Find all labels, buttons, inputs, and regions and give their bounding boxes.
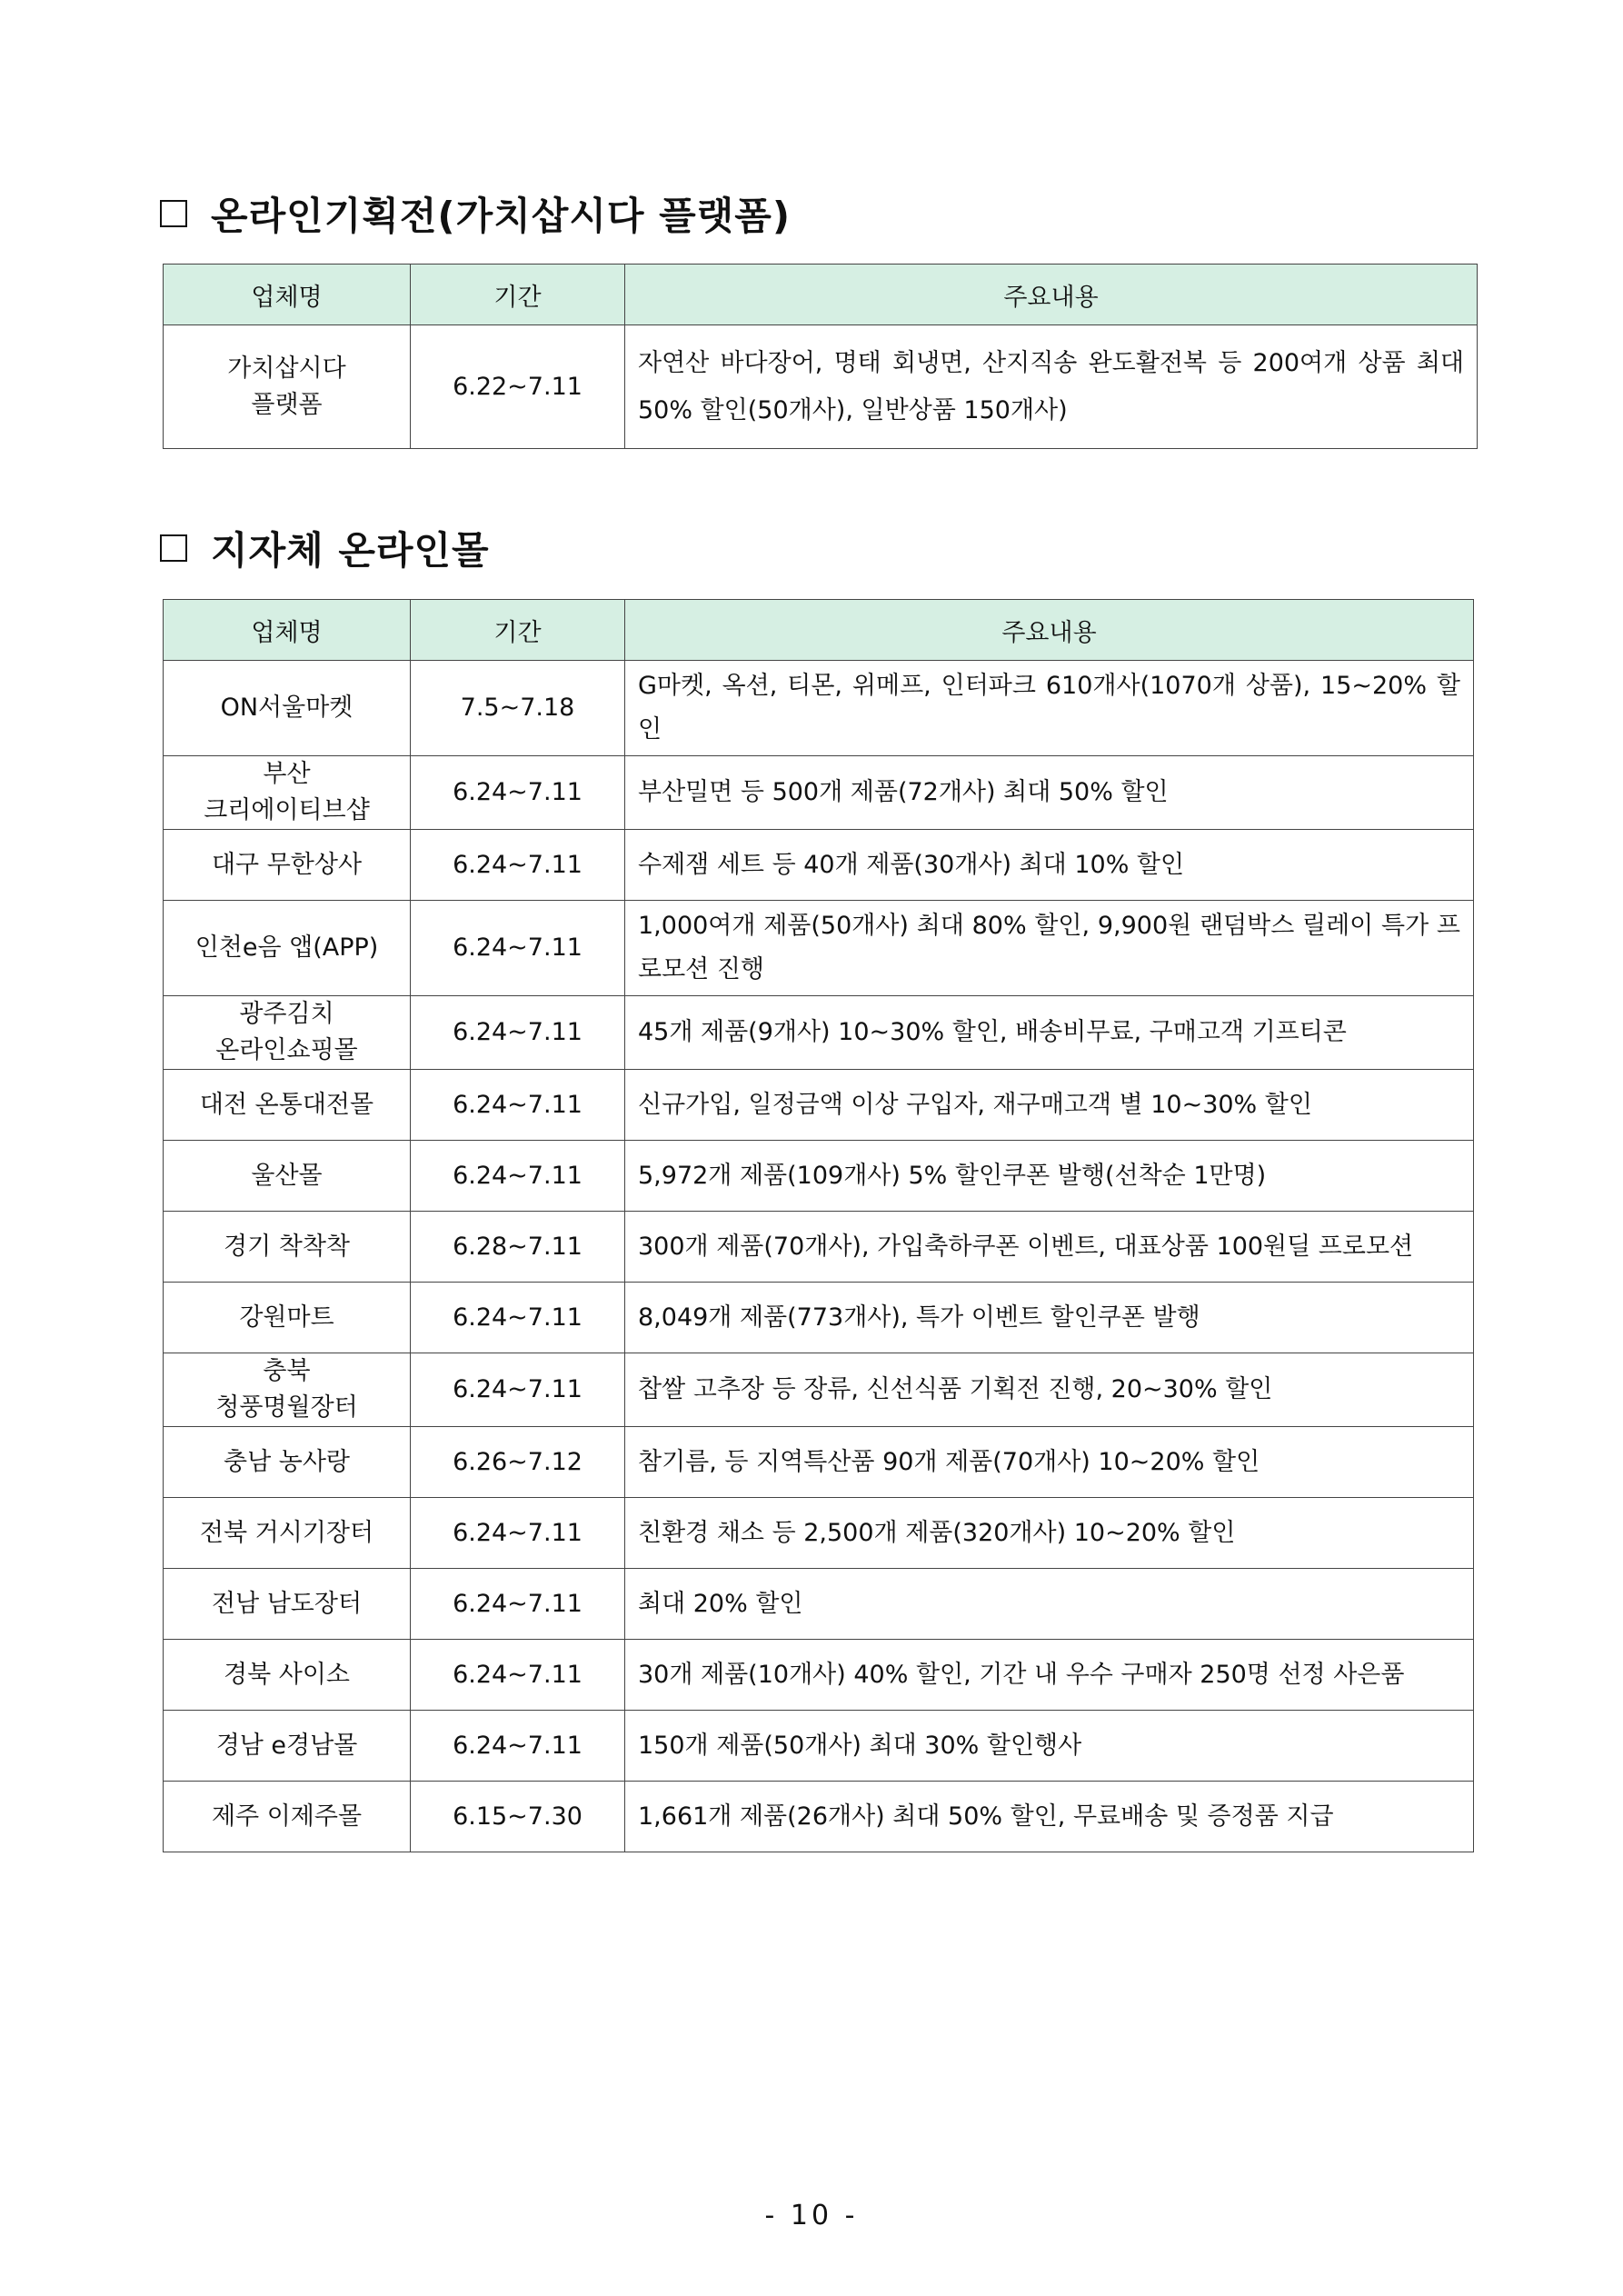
cell-period: 6.22~7.11 [411,325,625,449]
cell-company [164,1212,411,1283]
cell-content: 45개 제품(9개사) 10~30% 할인, 배송비무료, 구매고객 기프티콘 [625,996,1474,1070]
cell-content: 1,000여개 제품(50개사) 최대 80% 할인, 9,900원 랜덤박스 릴레이 특가 프로모션 진행 [625,901,1474,996]
cell-company [164,1498,411,1569]
table-row [164,1498,1474,1569]
page-number: - 10 - [764,2200,859,2231]
cell-period: 6.26~7.12 [411,1427,625,1498]
cell-content: 30개 제품(10개사) 40% 할인, 기간 내 우수 구매자 250명 선정 사은품 [625,1640,1474,1711]
cell-company [164,1070,411,1141]
cell-company [164,1711,411,1782]
company-name-line: 온라인쇼핑몰 [215,1036,358,1064]
table-row [164,996,1474,1070]
cell-content: 신규가입, 일정금액 이상 구입자, 재구매고객 별 10~30% 할인 [625,1070,1474,1141]
column-header-period: 기간 [411,600,625,661]
cell-content: 부산밀면 등 500개 제품(72개사) 최대 50% 할인 [625,756,1474,830]
table-row [164,1283,1474,1353]
cell-company [164,1640,411,1711]
cell-period: 6.24~7.11 [411,756,625,830]
company-name-line: 인천e음 앱(APP) [194,933,379,962]
cell-period: 6.24~7.11 [411,1498,625,1569]
local-gov-mall-table [163,599,1474,1852]
table-row [164,1640,1474,1711]
cell-period: 6.24~7.11 [411,1711,625,1782]
cell-content: 수제잼 세트 등 40개 제품(30개사) 최대 10% 할인 [625,830,1474,901]
cell-period: 6.24~7.11 [411,1640,625,1711]
cell-period: 7.5~7.18 [411,661,625,756]
company-name-line: 대구 무한상사 [211,850,363,879]
table-row [164,901,1474,996]
cell-company [164,1141,411,1212]
column-header-content: 주요내용 [625,600,1474,661]
cell-content: 친환경 채소 등 2,500개 제품(320개사) 10~20% 할인 [625,1498,1474,1569]
column-header-company: 업체명 [164,265,411,325]
company-name-line: ON서울마켓 [220,694,353,722]
table-row [164,1141,1474,1212]
cell-company [164,756,411,830]
checkbox-square-icon [160,200,187,227]
section-title: 온라인기획전(가치삽시다 플랫폼) [211,194,792,238]
cell-company [164,1353,411,1427]
section-title: 지자체 온라인몰 [211,528,490,573]
cell-period: 6.15~7.30 [411,1782,625,1852]
cell-content: 찹쌀 고추장 등 장류, 신선식품 기획전 진행, 20~30% 할인 [625,1353,1474,1427]
cell-period: 6.24~7.11 [411,1141,625,1212]
table-row [164,1353,1474,1427]
cell-content: 5,972개 제품(109개사) 5% 할인쿠폰 발행(선착순 1만명) [625,1141,1474,1212]
company-name-line: 경기 착착착 [224,1232,350,1261]
cell-company [164,830,411,901]
table-row [164,1782,1474,1852]
company-name-line: 전북 거시기장터 [199,1518,374,1547]
table-row [164,325,1478,449]
company-name-line: 부산 [263,760,311,788]
section-heading-online-exhibition [160,186,791,241]
cell-company [164,1782,411,1852]
cell-period: 6.24~7.11 [411,1070,625,1141]
company-name-line: 전남 남도장터 [211,1589,363,1618]
section-heading-local-gov-mall [160,521,490,575]
company-name-line: 경북 사이소 [224,1660,350,1689]
cell-content: 1,661개 제품(26개사) 최대 50% 할인, 무료배송 및 증정품 지급 [625,1782,1474,1852]
cell-company [164,1427,411,1498]
table-row [164,1427,1474,1498]
column-header-period: 기간 [411,265,625,325]
table-header-row [164,600,1474,661]
cell-period: 6.24~7.11 [411,901,625,996]
table-row [164,1569,1474,1640]
cell-content: 최대 20% 할인 [625,1569,1474,1640]
company-name-line: 플랫폼 [251,390,323,419]
cell-company [164,661,411,756]
cell-period: 6.24~7.11 [411,1353,625,1427]
company-name-line: 광주김치 [239,1000,334,1028]
cell-content: 자연산 바다장어, 명태 회냉면, 산지직송 완도활전복 등 200여개 상품 최대 50% 할인(50개사), 일반상품 150개사) [625,325,1478,449]
cell-period: 6.24~7.11 [411,1283,625,1353]
cell-company [164,901,411,996]
cell-content: 8,049개 제품(773개사), 특가 이벤트 할인쿠폰 발행 [625,1283,1474,1353]
cell-content: 150개 제품(50개사) 최대 30% 할인행사 [625,1711,1474,1782]
table-row [164,1070,1474,1141]
table-row [164,756,1474,830]
table-row [164,1711,1474,1782]
company-name-line: 강원마트 [239,1303,334,1332]
column-header-content: 주요내용 [625,265,1478,325]
online-exhibition-table [163,264,1478,449]
table-row [164,1212,1474,1283]
table-row [164,661,1474,756]
table-row [164,830,1474,901]
cell-content: G마켓, 옥션, 티몬, 위메프, 인터파크 610개사(1070개 상품), 15~20% 할인 [625,661,1474,756]
company-name-line: 크리에이티브샵 [204,796,370,824]
company-name-line: 충남 농사랑 [224,1447,350,1476]
company-name-line: 대전 온통대전몰 [199,1090,374,1119]
checkbox-square-icon [160,534,187,562]
cell-company [164,325,411,449]
cell-company [164,996,411,1070]
company-name-line: 가치삽시다 [227,354,346,383]
column-header-company: 업체명 [164,600,411,661]
company-name-line: 경남 e경남몰 [215,1731,358,1760]
cell-content: 300개 제품(70개사), 가입축하쿠폰 이벤트, 대표상품 100원딜 프로모션 [625,1212,1474,1283]
table-header-row [164,265,1478,325]
cell-content: 참기름, 등 지역특산품 90개 제품(70개사) 10~20% 할인 [625,1427,1474,1498]
cell-company [164,1569,411,1640]
company-name-line: 충북 [263,1357,311,1385]
cell-period: 6.24~7.11 [411,830,625,901]
company-name-line: 제주 이제주몰 [211,1802,363,1831]
cell-company [164,1283,411,1353]
cell-period: 6.24~7.11 [411,1569,625,1640]
company-name-line: 청풍명월장터 [215,1393,358,1422]
cell-period: 6.28~7.11 [411,1212,625,1283]
company-name-line: 울산몰 [251,1161,323,1190]
cell-period: 6.24~7.11 [411,996,625,1070]
